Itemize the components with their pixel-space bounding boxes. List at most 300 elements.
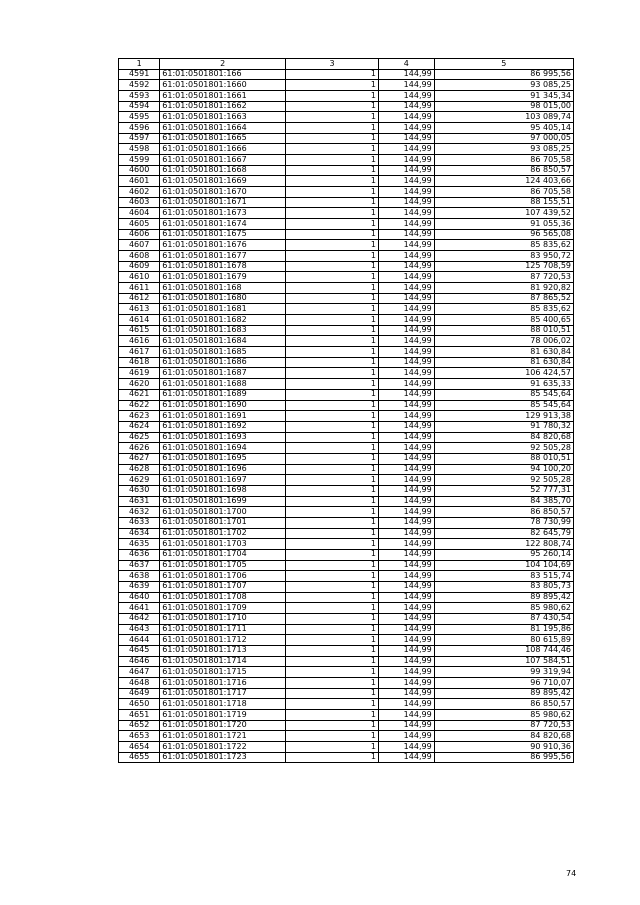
- value-cell: 89 895,42: [434, 688, 573, 699]
- table-row: [119, 752, 574, 763]
- row-number-cell: 4637: [119, 560, 160, 571]
- row-number-cell: 4610: [119, 272, 160, 283]
- count-cell: 1: [286, 293, 379, 304]
- cadastral-number-cell: 61:01:0501801:1688: [160, 379, 286, 390]
- value-cell: 93 085,25: [434, 80, 573, 91]
- area-cell: 144,99: [378, 197, 434, 208]
- table-row: [119, 635, 574, 646]
- area-cell: 144,99: [378, 464, 434, 475]
- value-cell: 86 705,58: [434, 155, 573, 166]
- row-number-cell: 4592: [119, 80, 160, 91]
- count-cell: 1: [286, 539, 379, 550]
- count-cell: 1: [286, 155, 379, 166]
- row-number-cell: 4653: [119, 731, 160, 742]
- cadastral-number-cell: 61:01:0501801:1660: [160, 80, 286, 91]
- value-cell: 85 545,64: [434, 400, 573, 411]
- cadastral-number-cell: 61:01:0501801:166: [160, 69, 286, 80]
- cadastral-number-cell: 61:01:0501801:1716: [160, 677, 286, 688]
- column-header: 1: [119, 59, 160, 70]
- table-row: [119, 229, 574, 240]
- table-row: [119, 336, 574, 347]
- cadastral-number-cell: 61:01:0501801:1685: [160, 347, 286, 358]
- area-cell: 144,99: [378, 69, 434, 80]
- table-row: [119, 283, 574, 294]
- area-cell: 144,99: [378, 709, 434, 720]
- value-cell: 107 439,52: [434, 208, 573, 219]
- area-cell: 144,99: [378, 144, 434, 155]
- row-number-cell: 4648: [119, 677, 160, 688]
- table-row: [119, 507, 574, 518]
- value-cell: 87 720,53: [434, 272, 573, 283]
- cadastral-number-cell: 61:01:0501801:1707: [160, 581, 286, 592]
- row-number-cell: 4626: [119, 443, 160, 454]
- area-cell: 144,99: [378, 251, 434, 262]
- table-row: [119, 581, 574, 592]
- count-cell: 1: [286, 528, 379, 539]
- area-cell: 144,99: [378, 560, 434, 571]
- cadastral-number-cell: 61:01:0501801:1691: [160, 411, 286, 422]
- table-row: [119, 112, 574, 123]
- table-row: [119, 325, 574, 336]
- value-cell: 96 565,08: [434, 229, 573, 240]
- count-cell: 1: [286, 347, 379, 358]
- count-cell: 1: [286, 443, 379, 454]
- count-cell: 1: [286, 240, 379, 251]
- area-cell: 144,99: [378, 720, 434, 731]
- count-cell: 1: [286, 112, 379, 123]
- value-cell: 83 950,72: [434, 251, 573, 262]
- value-cell: 90 910,36: [434, 742, 573, 753]
- area-cell: 144,99: [378, 379, 434, 390]
- table-row: [119, 549, 574, 560]
- count-cell: 1: [286, 656, 379, 667]
- area-cell: 144,99: [378, 699, 434, 710]
- area-cell: 144,99: [378, 742, 434, 753]
- area-cell: 144,99: [378, 635, 434, 646]
- column-header: 4: [378, 59, 434, 70]
- row-number-cell: 4620: [119, 379, 160, 390]
- row-number-cell: 4630: [119, 485, 160, 496]
- row-number-cell: 4606: [119, 229, 160, 240]
- cadastral-number-cell: 61:01:0501801:1686: [160, 357, 286, 368]
- count-cell: 1: [286, 197, 379, 208]
- area-cell: 144,99: [378, 592, 434, 603]
- area-cell: 144,99: [378, 123, 434, 134]
- table-body: [119, 69, 574, 763]
- table-row: [119, 528, 574, 539]
- row-number-cell: 4599: [119, 155, 160, 166]
- value-cell: 91 780,32: [434, 421, 573, 432]
- table-row: [119, 304, 574, 315]
- area-cell: 144,99: [378, 91, 434, 102]
- count-cell: 1: [286, 69, 379, 80]
- value-cell: 82 645,79: [434, 528, 573, 539]
- row-number-cell: 4636: [119, 549, 160, 560]
- count-cell: 1: [286, 645, 379, 656]
- value-cell: 85 400,65: [434, 315, 573, 326]
- count-cell: 1: [286, 699, 379, 710]
- value-cell: 93 085,25: [434, 144, 573, 155]
- area-cell: 144,99: [378, 752, 434, 763]
- column-header: 3: [286, 59, 379, 70]
- row-number-cell: 4633: [119, 517, 160, 528]
- value-cell: 91 345,34: [434, 91, 573, 102]
- table-row: [119, 571, 574, 582]
- row-number-cell: 4622: [119, 400, 160, 411]
- table-row: [119, 677, 574, 688]
- row-number-cell: 4639: [119, 581, 160, 592]
- count-cell: 1: [286, 101, 379, 112]
- table-row: [119, 720, 574, 731]
- table-row: [119, 539, 574, 550]
- count-cell: 1: [286, 208, 379, 219]
- row-number-cell: 4627: [119, 453, 160, 464]
- table-row: [119, 272, 574, 283]
- area-cell: 144,99: [378, 187, 434, 198]
- cadastral-number-cell: 61:01:0501801:1681: [160, 304, 286, 315]
- table-row: [119, 315, 574, 326]
- cadastral-number-cell: 61:01:0501801:1675: [160, 229, 286, 240]
- area-cell: 144,99: [378, 315, 434, 326]
- cadastral-number-cell: 61:01:0501801:1670: [160, 187, 286, 198]
- area-cell: 144,99: [378, 496, 434, 507]
- value-cell: 80 615,89: [434, 635, 573, 646]
- value-cell: 95 405,14: [434, 123, 573, 134]
- row-number-cell: 4619: [119, 368, 160, 379]
- cadastral-number-cell: 61:01:0501801:1722: [160, 742, 286, 753]
- table-row: [119, 731, 574, 742]
- cadastral-number-cell: 61:01:0501801:1709: [160, 603, 286, 614]
- cadastral-number-cell: 61:01:0501801:1713: [160, 645, 286, 656]
- value-cell: 129 913,38: [434, 411, 573, 422]
- table-row: [119, 624, 574, 635]
- area-cell: 144,99: [378, 421, 434, 432]
- count-cell: 1: [286, 560, 379, 571]
- table-row: [119, 592, 574, 603]
- area-cell: 144,99: [378, 613, 434, 624]
- value-cell: 85 835,62: [434, 240, 573, 251]
- value-cell: 94 100,20: [434, 464, 573, 475]
- row-number-cell: 4614: [119, 315, 160, 326]
- row-number-cell: 4640: [119, 592, 160, 603]
- cadastral-number-cell: 61:01:0501801:1667: [160, 155, 286, 166]
- row-number-cell: 4655: [119, 752, 160, 763]
- row-number-cell: 4652: [119, 720, 160, 731]
- area-cell: 144,99: [378, 368, 434, 379]
- row-number-cell: 4595: [119, 112, 160, 123]
- row-number-cell: 4615: [119, 325, 160, 336]
- area-cell: 144,99: [378, 603, 434, 614]
- cadastral-number-cell: 61:01:0501801:1704: [160, 549, 286, 560]
- cadastral-number-cell: 61:01:0501801:1699: [160, 496, 286, 507]
- value-cell: 85 835,62: [434, 304, 573, 315]
- table-row: [119, 261, 574, 272]
- row-number-cell: 4611: [119, 283, 160, 294]
- count-cell: 1: [286, 251, 379, 262]
- area-cell: 144,99: [378, 155, 434, 166]
- table-row: [119, 709, 574, 720]
- count-cell: 1: [286, 325, 379, 336]
- area-cell: 144,99: [378, 581, 434, 592]
- row-number-cell: 4651: [119, 709, 160, 720]
- cadastral-number-cell: 61:01:0501801:1714: [160, 656, 286, 667]
- row-number-cell: 4650: [119, 699, 160, 710]
- row-number-cell: 4644: [119, 635, 160, 646]
- count-cell: 1: [286, 688, 379, 699]
- cadastral-number-cell: 61:01:0501801:1696: [160, 464, 286, 475]
- count-cell: 1: [286, 261, 379, 272]
- area-cell: 144,99: [378, 165, 434, 176]
- cadastral-number-cell: 61:01:0501801:1661: [160, 91, 286, 102]
- row-number-cell: 4612: [119, 293, 160, 304]
- area-cell: 144,99: [378, 325, 434, 336]
- count-cell: 1: [286, 517, 379, 528]
- cadastral-number-cell: 61:01:0501801:1720: [160, 720, 286, 731]
- area-cell: 144,99: [378, 304, 434, 315]
- value-cell: 97 000,05: [434, 133, 573, 144]
- table-row: [119, 347, 574, 358]
- cadastral-number-cell: 61:01:0501801:1680: [160, 293, 286, 304]
- count-cell: 1: [286, 667, 379, 678]
- value-cell: 99 319,94: [434, 667, 573, 678]
- value-cell: 91 635,33: [434, 379, 573, 390]
- area-cell: 144,99: [378, 80, 434, 91]
- table-row: [119, 560, 574, 571]
- cadastral-number-cell: 61:01:0501801:1721: [160, 731, 286, 742]
- area-cell: 144,99: [378, 101, 434, 112]
- value-cell: 81 195,86: [434, 624, 573, 635]
- row-number-cell: 4638: [119, 571, 160, 582]
- count-cell: 1: [286, 368, 379, 379]
- cadastral-number-cell: 61:01:0501801:1673: [160, 208, 286, 219]
- table-row: [119, 613, 574, 624]
- table-row: [119, 155, 574, 166]
- count-cell: 1: [286, 581, 379, 592]
- area-cell: 144,99: [378, 432, 434, 443]
- cadastral-number-cell: 61:01:0501801:1711: [160, 624, 286, 635]
- value-cell: 108 744,46: [434, 645, 573, 656]
- table-row: [119, 91, 574, 102]
- value-cell: 81 920,82: [434, 283, 573, 294]
- table-row: [119, 688, 574, 699]
- area-cell: 144,99: [378, 293, 434, 304]
- area-cell: 144,99: [378, 645, 434, 656]
- row-number-cell: 4596: [119, 123, 160, 134]
- cadastral-number-cell: 61:01:0501801:1693: [160, 432, 286, 443]
- area-cell: 144,99: [378, 272, 434, 283]
- count-cell: 1: [286, 400, 379, 411]
- row-number-cell: 4645: [119, 645, 160, 656]
- row-number-cell: 4628: [119, 464, 160, 475]
- count-cell: 1: [286, 731, 379, 742]
- row-number-cell: 4591: [119, 69, 160, 80]
- count-cell: 1: [286, 133, 379, 144]
- cadastral-number-cell: 61:01:0501801:1718: [160, 699, 286, 710]
- row-number-cell: 4623: [119, 411, 160, 422]
- table-row: [119, 176, 574, 187]
- value-cell: 106 424,57: [434, 368, 573, 379]
- table-row: [119, 411, 574, 422]
- cadastral-number-cell: 61:01:0501801:1717: [160, 688, 286, 699]
- cadastral-number-cell: 61:01:0501801:1682: [160, 315, 286, 326]
- row-number-cell: 4607: [119, 240, 160, 251]
- row-number-cell: 4593: [119, 91, 160, 102]
- area-cell: 144,99: [378, 517, 434, 528]
- count-cell: 1: [286, 720, 379, 731]
- cadastral-number-cell: 61:01:0501801:1684: [160, 336, 286, 347]
- table-row: [119, 389, 574, 400]
- row-number-cell: 4601: [119, 176, 160, 187]
- value-cell: 92 505,28: [434, 443, 573, 454]
- value-cell: 86 995,56: [434, 752, 573, 763]
- area-cell: 144,99: [378, 507, 434, 518]
- count-cell: 1: [286, 453, 379, 464]
- area-cell: 144,99: [378, 400, 434, 411]
- table-row: [119, 368, 574, 379]
- count-cell: 1: [286, 432, 379, 443]
- cadastral-number-cell: 61:01:0501801:1700: [160, 507, 286, 518]
- table-row: [119, 251, 574, 262]
- cadastral-number-cell: 61:01:0501801:1710: [160, 613, 286, 624]
- count-cell: 1: [286, 304, 379, 315]
- cadastral-number-cell: 61:01:0501801:1706: [160, 571, 286, 582]
- row-number-cell: 4647: [119, 667, 160, 678]
- value-cell: 91 055,36: [434, 219, 573, 230]
- row-number-cell: 4631: [119, 496, 160, 507]
- count-cell: 1: [286, 624, 379, 635]
- cadastral-number-cell: 61:01:0501801:1702: [160, 528, 286, 539]
- count-cell: 1: [286, 229, 379, 240]
- table-row: [119, 80, 574, 91]
- count-cell: 1: [286, 475, 379, 486]
- area-cell: 144,99: [378, 688, 434, 699]
- count-cell: 1: [286, 315, 379, 326]
- count-cell: 1: [286, 421, 379, 432]
- value-cell: 86 705,58: [434, 187, 573, 198]
- count-cell: 1: [286, 411, 379, 422]
- row-number-cell: 4608: [119, 251, 160, 262]
- cadastral-number-cell: 61:01:0501801:1666: [160, 144, 286, 155]
- value-cell: 104 104,69: [434, 560, 573, 571]
- count-cell: 1: [286, 464, 379, 475]
- count-cell: 1: [286, 272, 379, 283]
- page-number: 74: [566, 869, 577, 878]
- cadastral-number-cell: 61:01:0501801:1695: [160, 453, 286, 464]
- table-row: [119, 645, 574, 656]
- area-cell: 144,99: [378, 219, 434, 230]
- value-cell: 84 820,68: [434, 731, 573, 742]
- table-row: [119, 432, 574, 443]
- value-cell: 107 584,51: [434, 656, 573, 667]
- table-row: [119, 421, 574, 432]
- area-cell: 144,99: [378, 656, 434, 667]
- row-number-cell: 4654: [119, 742, 160, 753]
- value-cell: 122 808,74: [434, 539, 573, 550]
- row-number-cell: 4643: [119, 624, 160, 635]
- table-row: [119, 443, 574, 454]
- count-cell: 1: [286, 379, 379, 390]
- value-cell: 87 430,54: [434, 613, 573, 624]
- value-cell: 85 545,64: [434, 389, 573, 400]
- value-cell: 87 865,52: [434, 293, 573, 304]
- cadastral-number-cell: 61:01:0501801:1705: [160, 560, 286, 571]
- count-cell: 1: [286, 144, 379, 155]
- table-row: [119, 133, 574, 144]
- area-cell: 144,99: [378, 443, 434, 454]
- count-cell: 1: [286, 283, 379, 294]
- count-cell: 1: [286, 336, 379, 347]
- row-number-cell: 4624: [119, 421, 160, 432]
- header-row: [119, 59, 574, 70]
- count-cell: 1: [286, 357, 379, 368]
- table-row: [119, 240, 574, 251]
- row-number-cell: 4621: [119, 389, 160, 400]
- area-cell: 144,99: [378, 528, 434, 539]
- row-number-cell: 4609: [119, 261, 160, 272]
- area-cell: 144,99: [378, 133, 434, 144]
- area-cell: 144,99: [378, 389, 434, 400]
- cadastral-number-cell: 61:01:0501801:1694: [160, 443, 286, 454]
- area-cell: 144,99: [378, 677, 434, 688]
- table-row: [119, 485, 574, 496]
- value-cell: 85 980,62: [434, 603, 573, 614]
- area-cell: 144,99: [378, 283, 434, 294]
- area-cell: 144,99: [378, 336, 434, 347]
- value-cell: 78 730,99: [434, 517, 573, 528]
- row-number-cell: 4617: [119, 347, 160, 358]
- count-cell: 1: [286, 549, 379, 560]
- table-row: [119, 517, 574, 528]
- count-cell: 1: [286, 187, 379, 198]
- count-cell: 1: [286, 165, 379, 176]
- value-cell: 98 015,00: [434, 101, 573, 112]
- area-cell: 144,99: [378, 453, 434, 464]
- cadastral-number-cell: 61:01:0501801:1676: [160, 240, 286, 251]
- value-cell: 86 850,57: [434, 165, 573, 176]
- area-cell: 144,99: [378, 549, 434, 560]
- cadastral-number-cell: 61:01:0501801:1698: [160, 485, 286, 496]
- value-cell: 81 630,84: [434, 357, 573, 368]
- count-cell: 1: [286, 677, 379, 688]
- value-cell: 78 006,02: [434, 336, 573, 347]
- value-cell: 89 895,42: [434, 592, 573, 603]
- row-number-cell: 4602: [119, 187, 160, 198]
- table-row: [119, 144, 574, 155]
- cadastral-number-cell: 61:01:0501801:1677: [160, 251, 286, 262]
- table-row: [119, 197, 574, 208]
- data-table: [118, 58, 574, 763]
- count-cell: 1: [286, 592, 379, 603]
- value-cell: 86 995,56: [434, 69, 573, 80]
- value-cell: 88 010,51: [434, 325, 573, 336]
- area-cell: 144,99: [378, 240, 434, 251]
- area-cell: 144,99: [378, 667, 434, 678]
- value-cell: 88 155,51: [434, 197, 573, 208]
- column-header: 5: [434, 59, 573, 70]
- count-cell: 1: [286, 485, 379, 496]
- row-number-cell: 4605: [119, 219, 160, 230]
- table-row: [119, 293, 574, 304]
- count-cell: 1: [286, 603, 379, 614]
- row-number-cell: 4646: [119, 656, 160, 667]
- count-cell: 1: [286, 571, 379, 582]
- count-cell: 1: [286, 752, 379, 763]
- area-cell: 144,99: [378, 112, 434, 123]
- value-cell: 125 708,59: [434, 261, 573, 272]
- table-row: [119, 69, 574, 80]
- cadastral-number-cell: 61:01:0501801:1668: [160, 165, 286, 176]
- count-cell: 1: [286, 709, 379, 720]
